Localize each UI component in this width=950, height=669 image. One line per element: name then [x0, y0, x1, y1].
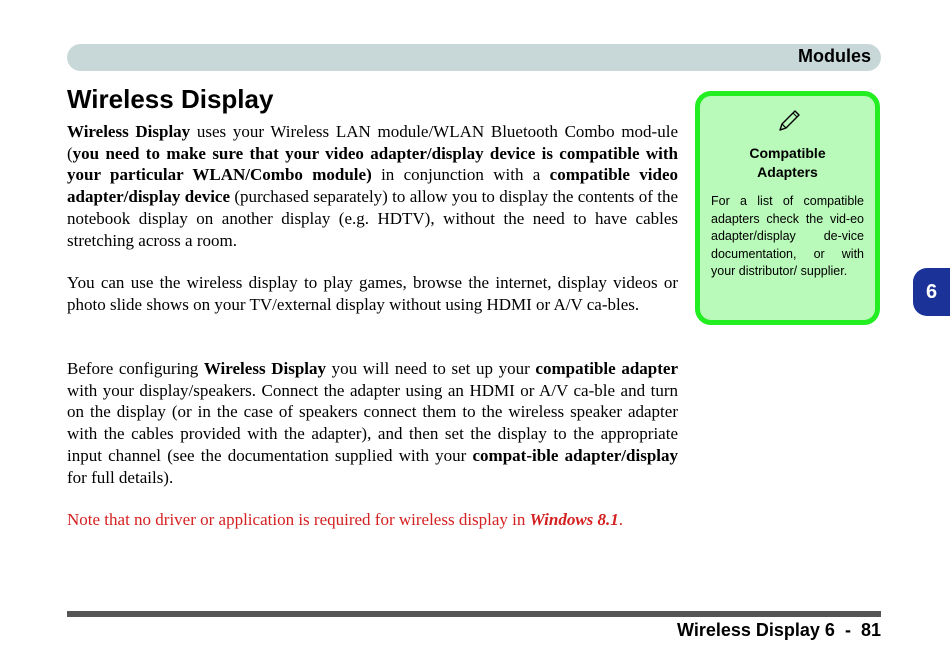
- header-section-title: Modules: [797, 46, 871, 66]
- p1-seg: Wireless Display: [67, 122, 191, 141]
- footer-chapter: 6: [824, 620, 835, 640]
- note-red-text: Note that no driver or application is required for wireless display in: [67, 510, 530, 529]
- header-bar: [67, 44, 881, 71]
- paragraph-note-red: [67, 509, 678, 531]
- paragraph-usage: You can use the wireless display to play games, browse the internet, display videos or photo slide shows on your TV/external display without using HDMI or A/V ca-bles.: [67, 273, 678, 314]
- note-red-emphasis: Windows 8.1: [529, 510, 619, 529]
- p1-seg: compatible video adapter/display device: [67, 165, 678, 207]
- page-title: Wireless Display: [67, 84, 274, 114]
- note-title-line: Compatible: [749, 145, 826, 161]
- pen-icon: [776, 108, 802, 134]
- note-text: For a list of compatible adapters check the vid-eo adapter/display de-vice documentation, or with your distributor/ supplier.: [711, 194, 864, 279]
- p3-seg: you will need to set up your: [326, 359, 536, 378]
- p3-seg: with your display/speakers. Connect the adapter using an HDMI or A/V ca-ble and turn on the display (or in the case of speakers connect them to the wireless speaker adapter with the cables provided with the adapter), and then set the display to the appropriate input channel (see the documentation supplied with your: [67, 380, 678, 465]
- p3-seg: Wireless Display: [203, 359, 326, 378]
- footer-rule: [67, 611, 881, 617]
- note-red-end: .: [618, 510, 624, 529]
- p1-seg: in conjunction with a: [371, 165, 550, 185]
- p1-seg: you need to make sure that your video adapter/display device is compatible with your particular WLAN/Combo module): [67, 143, 678, 185]
- p3-seg: Before configuring: [67, 359, 204, 378]
- p3-seg: compat-ible adapter/display: [472, 445, 678, 465]
- p3-seg: compatible adapter: [535, 359, 678, 378]
- footer-separator: -: [844, 620, 851, 640]
- p1-seg: (purchased separately) to allow you to display the contents of the notebook display on another display (e.g. HDTV), without the need to have cables stretching across a room.: [67, 187, 678, 250]
- paragraph-setup: [67, 358, 678, 488]
- sidebar-note: [695, 91, 880, 325]
- paragraph-intro: [67, 121, 678, 251]
- note-title: [700, 144, 875, 182]
- footer: [677, 620, 881, 641]
- footer-page: 81: [860, 620, 881, 640]
- chapter-tab: 6: [913, 268, 950, 316]
- p1-seg: uses your Wireless LAN module/WLAN Bluetooth Combo mod-ule (: [67, 122, 678, 163]
- p3-seg: for full details).: [67, 467, 174, 487]
- footer-section: Wireless Display: [676, 620, 820, 640]
- note-title-line: Adapters: [757, 164, 818, 180]
